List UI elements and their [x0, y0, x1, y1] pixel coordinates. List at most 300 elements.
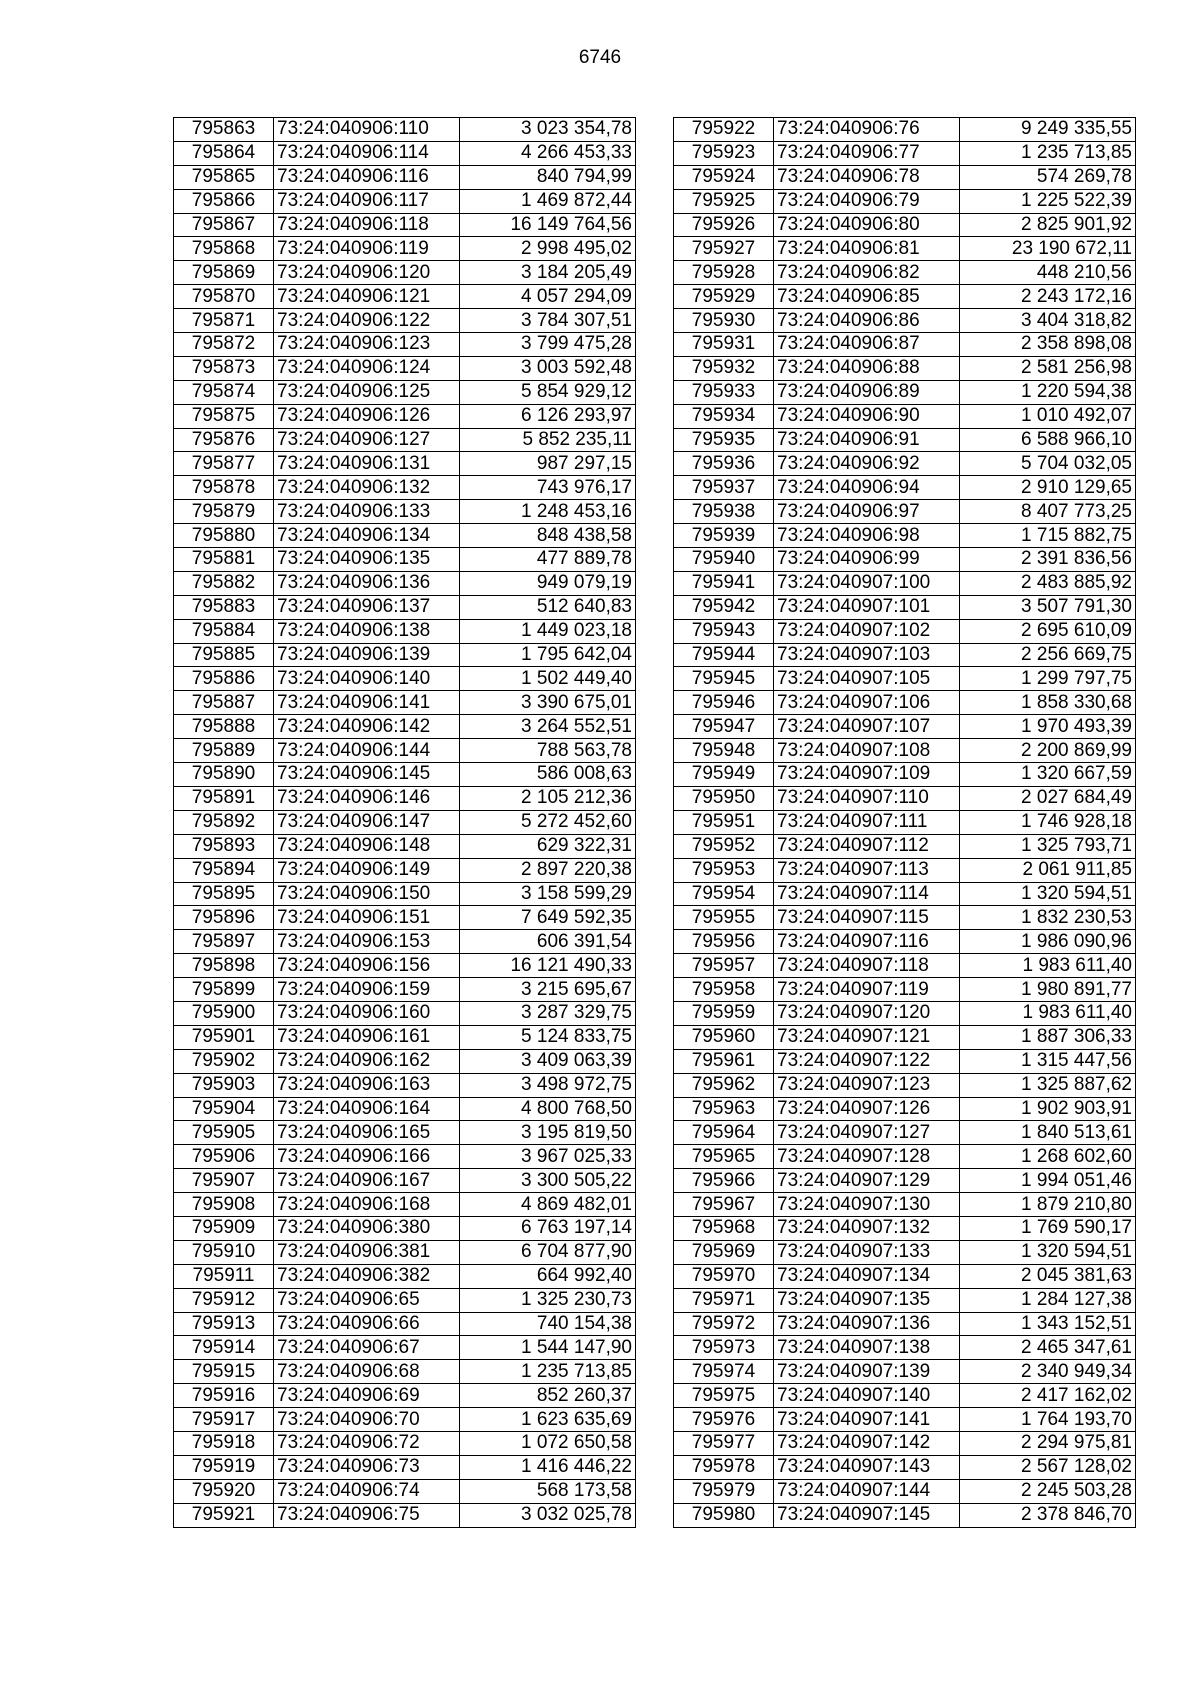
cadastral-number-cell: 73:24:040906:121 — [274, 285, 460, 309]
row-number-cell: 795895 — [174, 882, 274, 906]
cadastral-number-cell: 73:24:040906:162 — [274, 1049, 460, 1073]
row-number-cell: 795980 — [674, 1503, 774, 1527]
cadastral-table-left — [173, 117, 636, 1528]
cadastral-number-cell: 73:24:040906:148 — [274, 834, 460, 858]
table-row — [174, 1479, 636, 1503]
cadastral-number-cell: 73:24:040906:380 — [274, 1216, 460, 1240]
table-row — [674, 1025, 1136, 1049]
table-row — [174, 858, 636, 882]
table-row — [174, 1049, 636, 1073]
row-number-cell: 795929 — [674, 285, 774, 309]
table-row — [174, 428, 636, 452]
row-number-cell: 795953 — [674, 858, 774, 882]
table-row — [174, 285, 636, 309]
cadastral-number-cell: 73:24:040907:126 — [774, 1097, 960, 1121]
cadastral-number-cell: 73:24:040906:141 — [274, 691, 460, 715]
row-number-cell: 795920 — [174, 1479, 274, 1503]
value-cell: 2 897 220,38 — [460, 858, 636, 882]
cadastral-number-cell: 73:24:040906:91 — [774, 428, 960, 452]
value-cell: 5 124 833,75 — [460, 1025, 636, 1049]
cadastral-number-cell: 73:24:040906:160 — [274, 1001, 460, 1025]
value-cell: 848 438,58 — [460, 524, 636, 548]
row-number-cell: 795865 — [174, 165, 274, 189]
table-row — [174, 1145, 636, 1169]
row-number-cell: 795952 — [674, 834, 774, 858]
table-row — [174, 1193, 636, 1217]
table-row — [674, 1001, 1136, 1025]
row-number-cell: 795877 — [174, 452, 274, 476]
cadastral-number-cell: 73:24:040906:97 — [774, 500, 960, 524]
value-cell: 1 746 928,18 — [960, 810, 1136, 834]
cadastral-number-cell: 73:24:040907:107 — [774, 715, 960, 739]
row-number-cell: 795914 — [174, 1336, 274, 1360]
table-row — [674, 954, 1136, 978]
table-row — [174, 643, 636, 667]
table-row — [674, 165, 1136, 189]
cadastral-number-cell: 73:24:040906:82 — [774, 261, 960, 285]
cadastral-number-cell: 73:24:040906:382 — [274, 1264, 460, 1288]
table-row — [674, 1288, 1136, 1312]
value-cell: 2 825 901,92 — [960, 213, 1136, 237]
table-row — [674, 380, 1136, 404]
value-cell: 1 220 594,38 — [960, 380, 1136, 404]
row-number-cell: 795893 — [174, 834, 274, 858]
cadastral-number-cell: 73:24:040907:108 — [774, 739, 960, 763]
table-row — [674, 739, 1136, 763]
cadastral-number-cell: 73:24:040907:144 — [774, 1479, 960, 1503]
row-number-cell: 795955 — [674, 906, 774, 930]
table-row — [174, 954, 636, 978]
table-row — [674, 667, 1136, 691]
value-cell: 1 879 210,80 — [960, 1193, 1136, 1217]
table-row — [674, 261, 1136, 285]
value-cell: 1 544 147,90 — [460, 1336, 636, 1360]
row-number-cell: 795961 — [674, 1049, 774, 1073]
cadastral-number-cell: 73:24:040906:78 — [774, 165, 960, 189]
value-cell: 1 416 446,22 — [460, 1455, 636, 1479]
value-cell: 1 832 230,53 — [960, 906, 1136, 930]
cadastral-number-cell: 73:24:040906:165 — [274, 1121, 460, 1145]
table-row — [674, 1145, 1136, 1169]
cadastral-number-cell: 73:24:040907:106 — [774, 691, 960, 715]
value-cell: 1 320 667,59 — [960, 763, 1136, 787]
row-number-cell: 795874 — [174, 380, 274, 404]
cadastral-number-cell: 73:24:040907:142 — [774, 1431, 960, 1455]
row-number-cell: 795947 — [674, 715, 774, 739]
value-cell: 3 003 592,48 — [460, 356, 636, 380]
table-row — [674, 333, 1136, 357]
table-row — [174, 213, 636, 237]
value-cell: 1 320 594,51 — [960, 1240, 1136, 1264]
table-row — [674, 691, 1136, 715]
cadastral-number-cell: 73:24:040907:110 — [774, 786, 960, 810]
row-number-cell: 795940 — [674, 548, 774, 572]
row-number-cell: 795900 — [174, 1001, 274, 1025]
value-cell: 574 269,78 — [960, 165, 1136, 189]
row-number-cell: 795867 — [174, 213, 274, 237]
row-number-cell: 795958 — [674, 978, 774, 1002]
value-cell: 9 249 335,55 — [960, 118, 1136, 142]
row-number-cell: 795897 — [174, 930, 274, 954]
table-row — [674, 1431, 1136, 1455]
table-row — [174, 1169, 636, 1193]
row-number-cell: 795971 — [674, 1288, 774, 1312]
cadastral-number-cell: 73:24:040907:132 — [774, 1216, 960, 1240]
value-cell: 16 121 490,33 — [460, 954, 636, 978]
value-cell: 1 343 152,51 — [960, 1312, 1136, 1336]
value-cell: 1 769 590,17 — [960, 1216, 1136, 1240]
row-number-cell: 795915 — [174, 1360, 274, 1384]
cadastral-number-cell: 73:24:040906:81 — [774, 237, 960, 261]
table-row — [174, 524, 636, 548]
cadastral-number-cell: 73:24:040906:134 — [274, 524, 460, 548]
row-number-cell: 795902 — [174, 1049, 274, 1073]
value-cell: 2 200 869,99 — [960, 739, 1136, 763]
cadastral-number-cell: 73:24:040906:139 — [274, 643, 460, 667]
value-cell: 1 235 713,85 — [960, 141, 1136, 165]
row-number-cell: 795917 — [174, 1408, 274, 1432]
value-cell: 1 764 193,70 — [960, 1408, 1136, 1432]
row-number-cell: 795876 — [174, 428, 274, 452]
value-cell: 3 300 505,22 — [460, 1169, 636, 1193]
value-cell: 1 325 793,71 — [960, 834, 1136, 858]
table-row — [674, 118, 1136, 142]
table-row — [674, 930, 1136, 954]
table-row — [174, 786, 636, 810]
table-row — [174, 930, 636, 954]
value-cell: 3 195 819,50 — [460, 1121, 636, 1145]
cadastral-number-cell: 73:24:040907:109 — [774, 763, 960, 787]
value-cell: 3 215 695,67 — [460, 978, 636, 1002]
value-cell: 4 800 768,50 — [460, 1097, 636, 1121]
table-row — [674, 1049, 1136, 1073]
value-cell: 740 154,38 — [460, 1312, 636, 1336]
table-row — [674, 1336, 1136, 1360]
value-cell: 3 184 205,49 — [460, 261, 636, 285]
row-number-cell: 795978 — [674, 1455, 774, 1479]
cadastral-number-cell: 73:24:040907:121 — [774, 1025, 960, 1049]
value-cell: 4 266 453,33 — [460, 141, 636, 165]
table-row — [674, 237, 1136, 261]
cadastral-number-cell: 73:24:040907:112 — [774, 834, 960, 858]
table-row — [674, 1360, 1136, 1384]
table-row — [674, 452, 1136, 476]
value-cell: 852 260,37 — [460, 1384, 636, 1408]
row-number-cell: 795901 — [174, 1025, 274, 1049]
row-number-cell: 795892 — [174, 810, 274, 834]
row-number-cell: 795931 — [674, 333, 774, 357]
cadastral-number-cell: 73:24:040907:123 — [774, 1073, 960, 1097]
table-body — [674, 118, 1136, 1528]
page-number: 6746 — [578, 47, 622, 68]
row-number-cell: 795936 — [674, 452, 774, 476]
cadastral-number-cell: 73:24:040907:113 — [774, 858, 960, 882]
value-cell: 840 794,99 — [460, 165, 636, 189]
cadastral-number-cell: 73:24:040906:79 — [774, 189, 960, 213]
value-cell: 1 983 611,40 — [960, 954, 1136, 978]
row-number-cell: 795872 — [174, 333, 274, 357]
table-row — [174, 1288, 636, 1312]
row-number-cell: 795972 — [674, 1312, 774, 1336]
table-row — [174, 571, 636, 595]
row-number-cell: 795911 — [174, 1264, 274, 1288]
value-cell: 1 072 650,58 — [460, 1431, 636, 1455]
cadastral-number-cell: 73:24:040906:145 — [274, 763, 460, 787]
cadastral-number-cell: 73:24:040906:65 — [274, 1288, 460, 1312]
value-cell: 1 225 522,39 — [960, 189, 1136, 213]
row-number-cell: 795863 — [174, 118, 274, 142]
table-row — [674, 1193, 1136, 1217]
table-row — [174, 810, 636, 834]
value-cell: 3 507 791,30 — [960, 595, 1136, 619]
table-row — [674, 786, 1136, 810]
value-cell: 1 325 887,62 — [960, 1073, 1136, 1097]
table-row — [674, 1216, 1136, 1240]
table-row — [174, 404, 636, 428]
cadastral-number-cell: 73:24:040906:138 — [274, 619, 460, 643]
value-cell: 2 294 975,81 — [960, 1431, 1136, 1455]
row-number-cell: 795880 — [174, 524, 274, 548]
row-number-cell: 795868 — [174, 237, 274, 261]
cadastral-number-cell: 73:24:040906:140 — [274, 667, 460, 691]
cadastral-number-cell: 73:24:040906:156 — [274, 954, 460, 978]
cadastral-number-cell: 73:24:040906:168 — [274, 1193, 460, 1217]
value-cell: 477 889,78 — [460, 548, 636, 572]
cadastral-number-cell: 73:24:040906:73 — [274, 1455, 460, 1479]
value-cell: 1 840 513,61 — [960, 1121, 1136, 1145]
cadastral-number-cell: 73:24:040906:94 — [774, 476, 960, 500]
row-number-cell: 795942 — [674, 595, 774, 619]
value-cell: 2 998 495,02 — [460, 237, 636, 261]
value-cell: 1 268 602,60 — [960, 1145, 1136, 1169]
row-number-cell: 795912 — [174, 1288, 274, 1312]
table-row — [174, 667, 636, 691]
row-number-cell: 795903 — [174, 1073, 274, 1097]
table-row — [674, 309, 1136, 333]
table-row — [174, 715, 636, 739]
row-number-cell: 795968 — [674, 1216, 774, 1240]
row-number-cell: 795864 — [174, 141, 274, 165]
row-number-cell: 795966 — [674, 1169, 774, 1193]
cadastral-number-cell: 73:24:040907:116 — [774, 930, 960, 954]
value-cell: 1 315 447,56 — [960, 1049, 1136, 1073]
cadastral-number-cell: 73:24:040907:102 — [774, 619, 960, 643]
cadastral-number-cell: 73:24:040907:139 — [774, 1360, 960, 1384]
row-number-cell: 795921 — [174, 1503, 274, 1527]
row-number-cell: 795935 — [674, 428, 774, 452]
table-row — [174, 141, 636, 165]
table-row — [174, 548, 636, 572]
table-row — [174, 356, 636, 380]
row-number-cell: 795873 — [174, 356, 274, 380]
table-row — [174, 118, 636, 142]
row-number-cell: 795918 — [174, 1431, 274, 1455]
value-cell: 1 325 230,73 — [460, 1288, 636, 1312]
table-row — [674, 500, 1136, 524]
row-number-cell: 795937 — [674, 476, 774, 500]
table-row — [174, 1216, 636, 1240]
value-cell: 1 284 127,38 — [960, 1288, 1136, 1312]
table-row — [174, 978, 636, 1002]
row-number-cell: 795883 — [174, 595, 274, 619]
row-number-cell: 795954 — [674, 882, 774, 906]
cadastral-number-cell: 73:24:040907:133 — [774, 1240, 960, 1264]
cadastral-number-cell: 73:24:040906:149 — [274, 858, 460, 882]
row-number-cell: 795869 — [174, 261, 274, 285]
row-number-cell: 795919 — [174, 1455, 274, 1479]
cadastral-number-cell: 73:24:040906:163 — [274, 1073, 460, 1097]
row-number-cell: 795904 — [174, 1097, 274, 1121]
value-cell: 16 149 764,56 — [460, 213, 636, 237]
row-number-cell: 795975 — [674, 1384, 774, 1408]
cadastral-number-cell: 73:24:040906:127 — [274, 428, 460, 452]
table-row — [174, 763, 636, 787]
table-row — [674, 1073, 1136, 1097]
cadastral-number-cell: 73:24:040907:135 — [774, 1288, 960, 1312]
value-cell: 3 158 599,29 — [460, 882, 636, 906]
cadastral-number-cell: 73:24:040907:101 — [774, 595, 960, 619]
row-number-cell: 795930 — [674, 309, 774, 333]
row-number-cell: 795969 — [674, 1240, 774, 1264]
table-row — [674, 428, 1136, 452]
cadastral-number-cell: 73:24:040906:118 — [274, 213, 460, 237]
table-row — [674, 1503, 1136, 1527]
row-number-cell: 795905 — [174, 1121, 274, 1145]
value-cell: 2 391 836,56 — [960, 548, 1136, 572]
cadastral-number-cell: 73:24:040907:143 — [774, 1455, 960, 1479]
cadastral-number-cell: 73:24:040906:381 — [274, 1240, 460, 1264]
table-row — [174, 1336, 636, 1360]
cadastral-number-cell: 73:24:040907:119 — [774, 978, 960, 1002]
cadastral-number-cell: 73:24:040906:70 — [274, 1408, 460, 1432]
cadastral-number-cell: 73:24:040906:166 — [274, 1145, 460, 1169]
cadastral-number-cell: 73:24:040906:126 — [274, 404, 460, 428]
value-cell: 6 126 293,97 — [460, 404, 636, 428]
cadastral-number-cell: 73:24:040906:136 — [274, 571, 460, 595]
row-number-cell: 795866 — [174, 189, 274, 213]
value-cell: 664 992,40 — [460, 1264, 636, 1288]
value-cell: 8 407 773,25 — [960, 500, 1136, 524]
cadastral-number-cell: 73:24:040906:125 — [274, 380, 460, 404]
table-row — [674, 285, 1136, 309]
value-cell: 2 483 885,92 — [960, 571, 1136, 595]
table-row — [174, 1312, 636, 1336]
table-row — [174, 476, 636, 500]
row-number-cell: 795910 — [174, 1240, 274, 1264]
cadastral-number-cell: 73:24:040906:75 — [274, 1503, 460, 1527]
table-row — [674, 1312, 1136, 1336]
row-number-cell: 795890 — [174, 763, 274, 787]
row-number-cell: 795945 — [674, 667, 774, 691]
table-row — [174, 333, 636, 357]
row-number-cell: 795964 — [674, 1121, 774, 1145]
row-number-cell: 795977 — [674, 1431, 774, 1455]
table-row — [174, 380, 636, 404]
table-row — [674, 356, 1136, 380]
value-cell: 987 297,15 — [460, 452, 636, 476]
value-cell: 1 858 330,68 — [960, 691, 1136, 715]
value-cell: 2 243 172,16 — [960, 285, 1136, 309]
row-number-cell: 795934 — [674, 404, 774, 428]
value-cell: 3 023 354,78 — [460, 118, 636, 142]
value-cell: 2 061 911,85 — [960, 858, 1136, 882]
table-row — [674, 476, 1136, 500]
value-cell: 7 649 592,35 — [460, 906, 636, 930]
table-row — [174, 1001, 636, 1025]
cadastral-number-cell: 73:24:040907:120 — [774, 1001, 960, 1025]
table-row — [674, 834, 1136, 858]
row-number-cell: 795871 — [174, 309, 274, 333]
cadastral-number-cell: 73:24:040906:117 — [274, 189, 460, 213]
value-cell: 1 248 453,16 — [460, 500, 636, 524]
table-row — [674, 189, 1136, 213]
row-number-cell: 795916 — [174, 1384, 274, 1408]
table-row — [174, 452, 636, 476]
row-number-cell: 795870 — [174, 285, 274, 309]
cadastral-number-cell: 73:24:040906:116 — [274, 165, 460, 189]
row-number-cell: 795948 — [674, 739, 774, 763]
row-number-cell: 795970 — [674, 1264, 774, 1288]
value-cell: 5 852 235,11 — [460, 428, 636, 452]
table-row — [674, 1264, 1136, 1288]
value-cell: 6 763 197,14 — [460, 1216, 636, 1240]
cadastral-number-cell: 73:24:040906:144 — [274, 739, 460, 763]
value-cell: 3 784 307,51 — [460, 309, 636, 333]
table-row — [674, 763, 1136, 787]
value-cell: 629 322,31 — [460, 834, 636, 858]
row-number-cell: 795967 — [674, 1193, 774, 1217]
row-number-cell: 795925 — [674, 189, 774, 213]
row-number-cell: 795974 — [674, 1360, 774, 1384]
row-number-cell: 795938 — [674, 500, 774, 524]
cadastral-number-cell: 73:24:040907:111 — [774, 810, 960, 834]
value-cell: 6 588 966,10 — [960, 428, 1136, 452]
row-number-cell: 795951 — [674, 810, 774, 834]
value-cell: 2 567 128,02 — [960, 1455, 1136, 1479]
value-cell: 3 390 675,01 — [460, 691, 636, 715]
table-row — [174, 1408, 636, 1432]
value-cell: 2 105 212,36 — [460, 786, 636, 810]
row-number-cell: 795878 — [174, 476, 274, 500]
table-row — [674, 404, 1136, 428]
row-number-cell: 795909 — [174, 1216, 274, 1240]
value-cell: 3 799 475,28 — [460, 333, 636, 357]
cadastral-number-cell: 73:24:040906:86 — [774, 309, 960, 333]
value-cell: 1 715 882,75 — [960, 524, 1136, 548]
cadastral-number-cell: 73:24:040906:131 — [274, 452, 460, 476]
row-number-cell: 795946 — [674, 691, 774, 715]
cadastral-number-cell: 73:24:040906:124 — [274, 356, 460, 380]
cadastral-number-cell: 73:24:040906:167 — [274, 1169, 460, 1193]
cadastral-number-cell: 73:24:040907:138 — [774, 1336, 960, 1360]
cadastral-number-cell: 73:24:040906:161 — [274, 1025, 460, 1049]
table-row — [174, 882, 636, 906]
value-cell: 1 502 449,40 — [460, 667, 636, 691]
table-row — [174, 1121, 636, 1145]
row-number-cell: 795941 — [674, 571, 774, 595]
value-cell: 4 869 482,01 — [460, 1193, 636, 1217]
value-cell: 3 498 972,75 — [460, 1073, 636, 1097]
value-cell: 2 695 610,09 — [960, 619, 1136, 643]
row-number-cell: 795887 — [174, 691, 274, 715]
row-number-cell: 795956 — [674, 930, 774, 954]
value-cell: 1 623 635,69 — [460, 1408, 636, 1432]
cadastral-number-cell: 73:24:040907:141 — [774, 1408, 960, 1432]
row-number-cell: 795976 — [674, 1408, 774, 1432]
table-row — [174, 1455, 636, 1479]
table-row — [174, 309, 636, 333]
row-number-cell: 795879 — [174, 500, 274, 524]
